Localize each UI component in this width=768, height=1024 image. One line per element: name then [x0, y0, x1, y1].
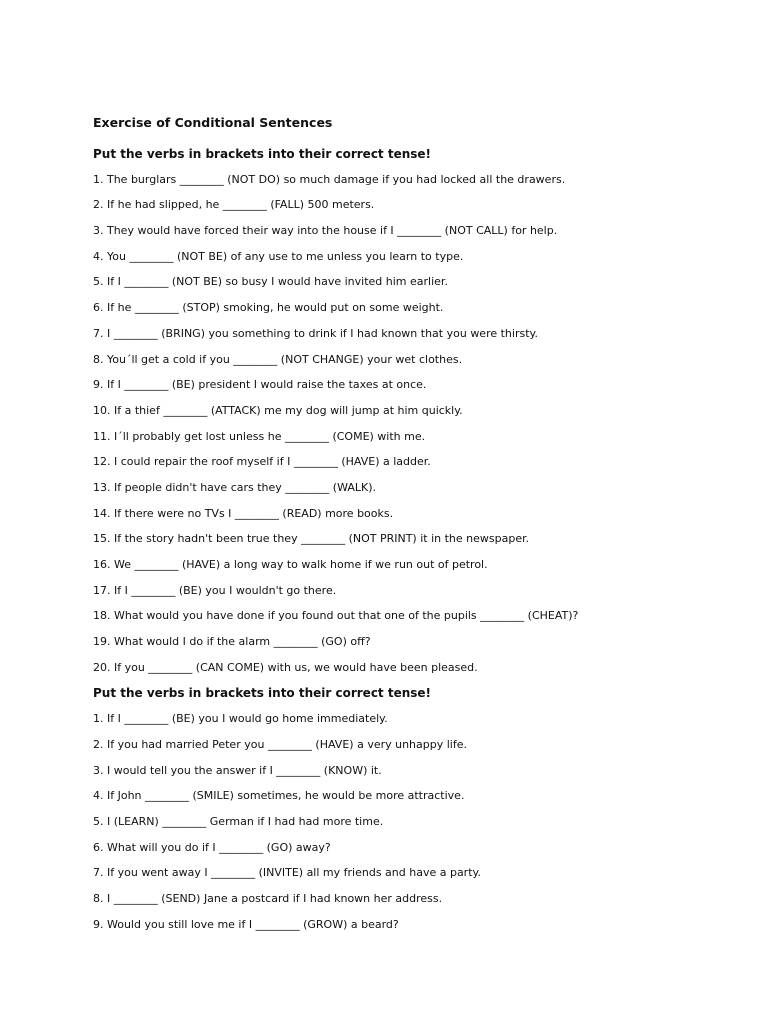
exercise-item: 9. Would you still love me if I ________ (GROW) a beard? — [93, 917, 399, 931]
exercise-item: 2. If you had married Peter you ________ (HAVE) a very unhappy life. — [93, 737, 467, 751]
exercise-item: 4. You ________ (NOT BE) of any use to me unless you learn to type. — [93, 249, 464, 263]
exercise-item: 19. What would I do if the alarm ________ (GO) off? — [93, 635, 371, 649]
exercise-item: 3. They would have forced their way into the house if I ________ (NOT CALL) for help. — [93, 224, 558, 238]
exercise-item: 20. If you ________ (CAN COME) with us, we would have been pleased. — [93, 660, 478, 674]
exercise-item: 2. If he had slipped, he ________ (FALL) 500 meters. — [93, 198, 375, 212]
exercise-item: 17. If I ________ (BE) you I wouldn't go there. — [93, 583, 337, 597]
document-title: Exercise of Conditional Sentences — [93, 115, 333, 130]
exercise-section-1 — [93, 143, 733, 682]
exercise-item: 18. What would you have done if you found out that one of the pupils ________ (CHEAT)? — [93, 609, 579, 623]
exercise-item: 5. If I ________ (NOT BE) so busy I would have invited him earlier. — [93, 275, 448, 289]
exercise-item: 12. I could repair the roof myself if I ________ (HAVE) a ladder. — [93, 455, 431, 469]
exercise-section-2 — [93, 682, 733, 939]
exercise-item: 6. If he ________ (STOP) smoking, he would put on some weight. — [93, 301, 444, 315]
exercise-item: 1. If I ________ (BE) you I would go home immediately. — [93, 712, 388, 726]
exercise-item: 3. I would tell you the answer if I ________ (KNOW) it. — [93, 763, 382, 777]
exercise-item: 6. What will you do if I ________ (GO) away? — [93, 840, 331, 854]
exercise-item: 14. If there were no TVs I ________ (READ) more books. — [93, 506, 394, 520]
section-heading: Put the verbs in brackets into their correct tense! — [93, 686, 432, 701]
exercise-item: 11. I´ll probably get lost unless he ________ (COME) with me. — [93, 429, 426, 443]
exercise-item: 1. The burglars ________ (NOT DO) so much damage if you had locked all the drawers. — [93, 172, 566, 186]
exercise-item: 13. If people didn't have cars they ________ (WALK). — [93, 480, 377, 494]
section-heading: Put the verbs in brackets into their correct tense! — [93, 147, 432, 161]
exercise-item: 5. I (LEARN) ________ German if I had had more time. — [93, 814, 384, 828]
exercise-item: 8. I ________ (SEND) Jane a postcard if I had known her address. — [93, 891, 443, 905]
exercise-item: 7. If you went away I ________ (INVITE) all my friends and have a party. — [93, 866, 481, 880]
exercise-item: 7. I ________ (BRING) you something to drink if I had known that you were thirsty. — [93, 326, 538, 340]
exercise-item: 4. If John ________ (SMILE) sometimes, he would be more attractive. — [93, 789, 465, 803]
exercise-item: 9. If I ________ (BE) president I would raise the taxes at once. — [93, 378, 427, 392]
exercise-item: 8. You´ll get a cold if you ________ (NOT CHANGE) your wet clothes. — [93, 352, 463, 366]
document-content — [93, 115, 733, 939]
exercise-item: 10. If a thief ________ (ATTACK) me my dog will jump at him quickly. — [93, 403, 463, 417]
exercise-item: 16. We ________ (HAVE) a long way to walk home if we run out of petrol. — [93, 558, 488, 571]
exercise-item: 15. If the story hadn't been true they ________ (NOT PRINT) it in the newspaper. — [93, 532, 530, 546]
